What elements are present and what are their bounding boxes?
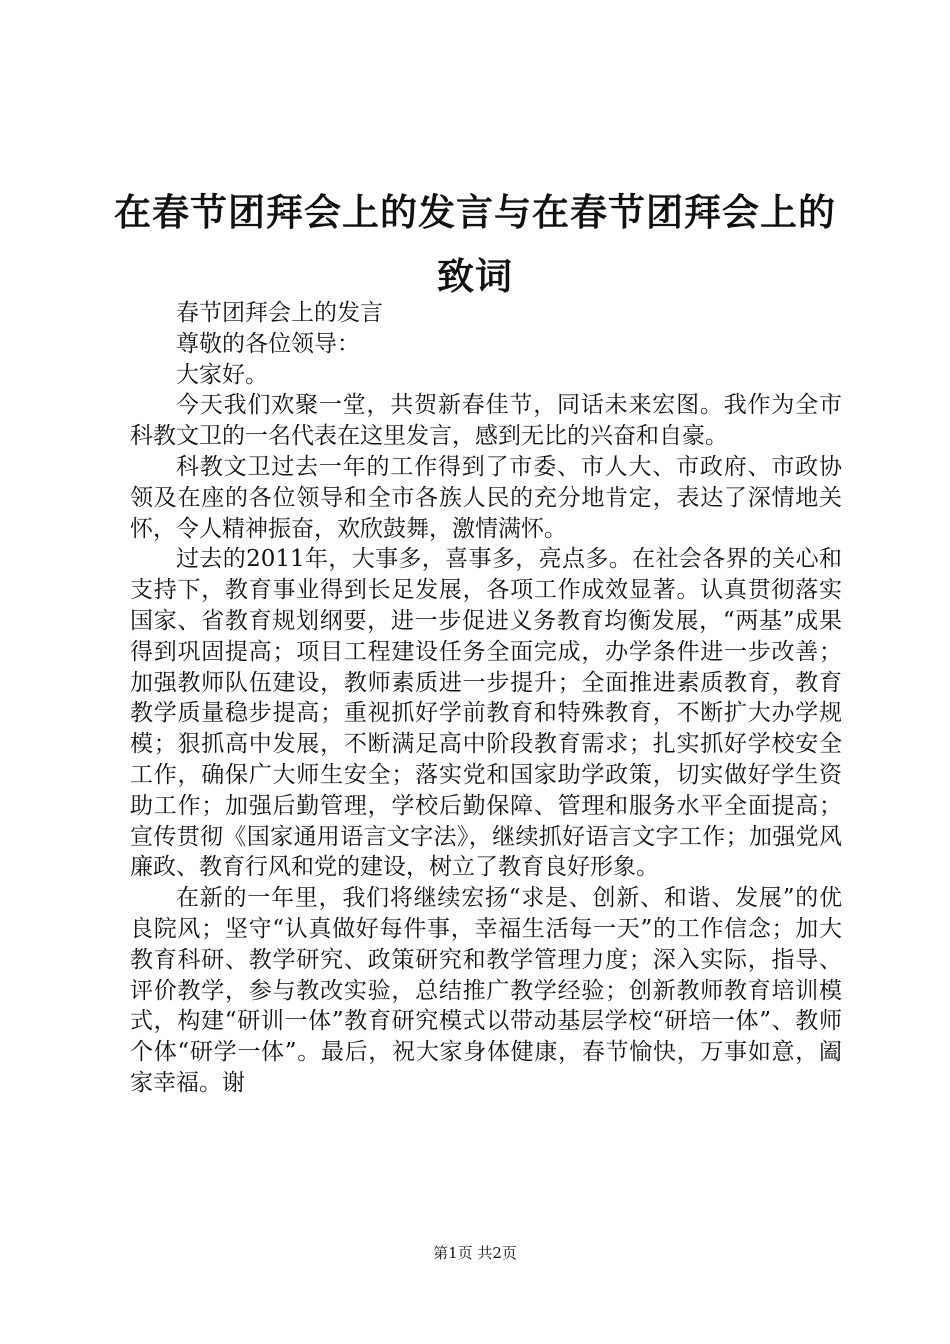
paragraph: 在新的一年里，我们将继续宏扬“求是、创新、和谐、发展”的优良院风；坚守“认真做好每件事，幸福生活每一天”的工作信念；加大教育科研、教学研究、政策研究和教学管理力度；深入实际，指导、评价教学，参与教改实验，总结推广教学经验；创新教师教育培训模式，构建“研训一体”教育研究模式以带动基层学校“研培一体”、教师个体“研学一体”。最后，祝大家身体健康，春节愉快，万事如意，阖家幸福。谢 bbox=[130, 885, 842, 1096]
paragraph-greeting: 大家好。 bbox=[176, 361, 268, 388]
document-body bbox=[130, 298, 842, 1099]
document-title: 在春节团拜会上的发言与在春节团拜会上的致词 bbox=[114, 190, 836, 298]
page-number-footer: 第1页 共2页 bbox=[433, 1244, 517, 1262]
paragraph: 今天我们欢聚一堂，共贺新春佳节，同话未来宏图。我作为全市科教文卫的一名代表在这里发言，感到无比的兴奋和自豪。 bbox=[130, 392, 842, 450]
paragraph-salutation: 尊敬的各位领导： bbox=[176, 330, 360, 357]
paragraph: 科教文卫过去一年的工作得到了市委、市人大、市政府、市政协领及在座的各位领导和全市各族人民的充分地肯定，表达了深情地关怀，令人精神振奋，欢欣鼓舞，激情满怀。 bbox=[130, 453, 842, 542]
paragraph: 过去的2011年，大事多，喜事多，亮点多。在社会各界的关心和支持下，教育事业得到长足发展，各项工作成效显著。认真贯彻落实国家、省教育规划纲要，进一步促进义务教育均衡发展，“两基”成果得到巩固提高；项目工程建设任务全面完成，办学条件进一步改善；加强教师队伍建设，教师素质进一步提升；全面推进素质教育，教育教学质量稳步提高；重视抓好学前教育和特殊教育，不断扩大办学规模；狠抓高中发展，不断满足高中阶段教育需求；扎实抓好学校安全工作，确保广大师生安全；落实党和国家助学政策，切实做好学生资助工作；加强后勤管理，学校后勤保障、管理和服务水平全面提高；宣传贯彻《国家通用语言文字法》，继续抓好语言文字工作；加强党风廉政、教育行风和党的建设，树立了教育良好形象。 bbox=[130, 546, 842, 881]
paragraph-heading: 春节团拜会上的发言 bbox=[176, 300, 383, 326]
